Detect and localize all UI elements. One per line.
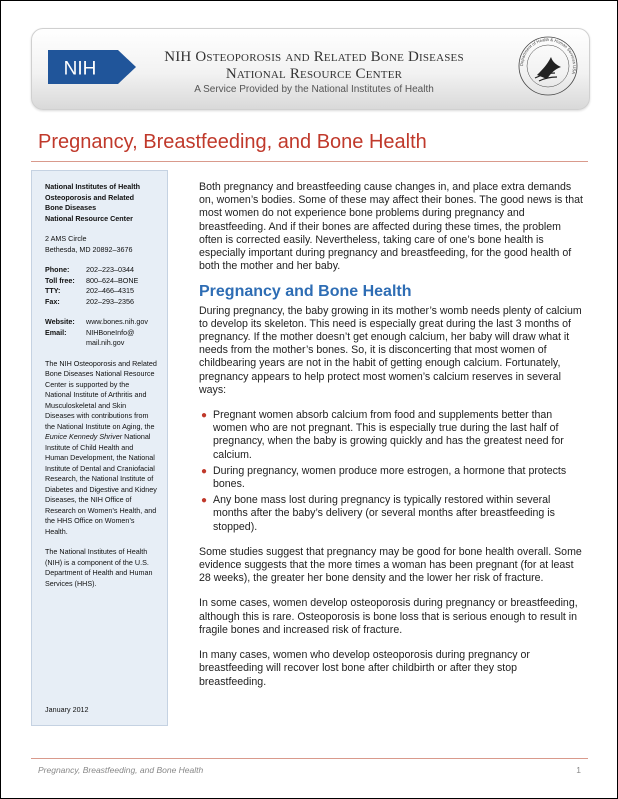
contact-value: 202–466–4315	[86, 286, 134, 295]
contact-toll-free	[45, 276, 157, 287]
body-paragraph: In some cases, women develop osteoporosis during pregnancy or breastfeeding, although this is rare. Osteoporosis is bone loss that is serious enough to result in fragile bones and increased risk of fracture.	[199, 597, 578, 636]
bullet-icon: ●	[201, 465, 208, 477]
svg-text:Department of Health & Human S: Department of Health & Human Services USA	[518, 36, 578, 75]
banner-title-line1: NIH Osteoporosis and Related Bone Diseases	[164, 49, 464, 65]
contact-value: 202–293–2356	[86, 296, 134, 306]
page-title: Pregnancy, Breastfeeding, and Bone Health	[38, 131, 427, 153]
sidebar-org-line: Osteoporosis and Related	[45, 192, 135, 202]
body-paragraph: In many cases, women who develop osteoporosis during pregnancy or breastfeeding will recover lost bone after childbirth or after they stop breastfeeding.	[199, 649, 530, 688]
bullet-icon: ●	[201, 495, 208, 507]
sidebar-web	[45, 317, 157, 349]
nih-logo	[48, 50, 136, 84]
sidebar-org-line: Bone Diseases	[45, 203, 97, 212]
sidebar-date: January 2012	[45, 705, 89, 714]
contact-value: 800–624–BONE	[86, 275, 139, 285]
intro-paragraph: Both pregnancy and breastfeeding cause changes in, and place extra demands on, women’s bodies. Some of these may affect their bones. The good news is that most women do not experience bone problems during pregnancy and breastfeeding. And if their bones are affected during these times, the problem often is corrected easily. Nevertheless, taking care of one’s bone health is especially important during pregnancy and breastfeeding, for the good health of both the mother and her baby.	[199, 181, 583, 273]
list-item: ● During pregnancy, women produce more estrogen, a hormone that protects bones.	[201, 464, 567, 491]
section-heading: Pregnancy and Bone Health	[199, 283, 412, 301]
header-banner	[31, 28, 590, 110]
contact-email	[45, 328, 157, 349]
contact-label: Email:	[45, 327, 67, 337]
page-number: 1	[576, 765, 581, 775]
contact-fax	[45, 297, 157, 308]
list-item: ● Any bone mass lost during pregnancy is typically restored within several months after the baby’s delivery (or several months after breastfeeding is stopped).	[201, 494, 555, 533]
contact-tty	[45, 286, 157, 297]
contact-label: Fax:	[45, 296, 60, 306]
email-link[interactable]: NIHBoneInfo@ mail.nih.gov	[86, 327, 135, 347]
footer-title: Pregnancy, Breastfeeding, and Bone Health	[38, 765, 204, 775]
body-paragraph: Some studies suggest that pregnancy may be good for bone health overall. Some evidence suggests that the more times a woman has been pregnant (for at least 28 weeks), the greater her bone density and the lower her risk of fracture.	[199, 545, 582, 585]
banner-subtitle: A Service Provided by the National Institutes of Health	[194, 84, 434, 95]
list-item: ● Pregnant women absorb calcium from food and supplements better than women who are not pregnant. This is especially true during the last half of pregnancy, when the baby is growing quickly and has the greatest need for calcium.	[201, 409, 564, 461]
address-line: 2 AMS Circle	[45, 234, 87, 243]
contact-label: Phone:	[45, 265, 70, 274]
address-line: Bethesda, MD 20892–3676	[45, 244, 133, 254]
sidebar-contacts	[45, 265, 157, 307]
body-paragraph: During pregnancy, the baby growing in its mother’s womb needs plenty of calcium to develop its skeleton. This need is especially great during the last 3 months of pregnancy. If the mother doesn’t get enough calcium, her baby will draw what it needs from the mother’s bones. So, it is disconcerting that most women of childbearing years are not in the habit of getting enough calcium. Fortunately, pregnancy appears to help protect most women’s calcium reserves in several ways:	[199, 304, 582, 396]
contact-value: 202–223–0344	[86, 265, 134, 274]
banner-title-line2: National Resource Center	[225, 66, 403, 82]
bullet-icon: ●	[201, 410, 208, 422]
sidebar-nih-note: The National Institutes of Health (NIH) is a component of the U.S. Department of Health and Human Services (HHS).	[45, 547, 153, 588]
bullet-list	[199, 409, 584, 534]
contact-label: Toll free:	[45, 275, 75, 285]
sidebar-org-line: National Resource Center	[45, 213, 133, 223]
sidebar	[31, 170, 168, 726]
sidebar-org-name	[45, 182, 157, 224]
sidebar-about: The NIH Osteoporosis and Related Bone Diseases National Resource Center is supported by the National Institute of Arthritis and Musculoskeletal and Skin Diseases with contributions from the National Institute on Aging, the Eunice Kennedy Shriver National Institute of Child Health and Human Development, the National Institute of Dental and Craniofacial Research, the National Institute of Diabetes and Digestive and Kidney Diseases, the NIH Office of Research on Women’s Health, and the HHS Office on Women’s Health.	[45, 358, 157, 536]
hhs-seal-icon	[517, 35, 579, 97]
footer-divider	[31, 758, 588, 759]
main-content	[199, 181, 584, 701]
contact-label: Website:	[45, 317, 75, 326]
contact-website	[45, 317, 157, 328]
contact-phone	[45, 265, 157, 276]
sidebar-org-line: National Institutes of Health	[45, 182, 141, 191]
sidebar-address	[45, 234, 157, 255]
svg-text:NIH: NIH	[63, 58, 97, 80]
banner-title	[144, 49, 484, 83]
title-divider	[31, 161, 588, 162]
website-link[interactable]: www.bones.nih.gov	[86, 317, 148, 326]
contact-label: TTY:	[45, 286, 61, 295]
